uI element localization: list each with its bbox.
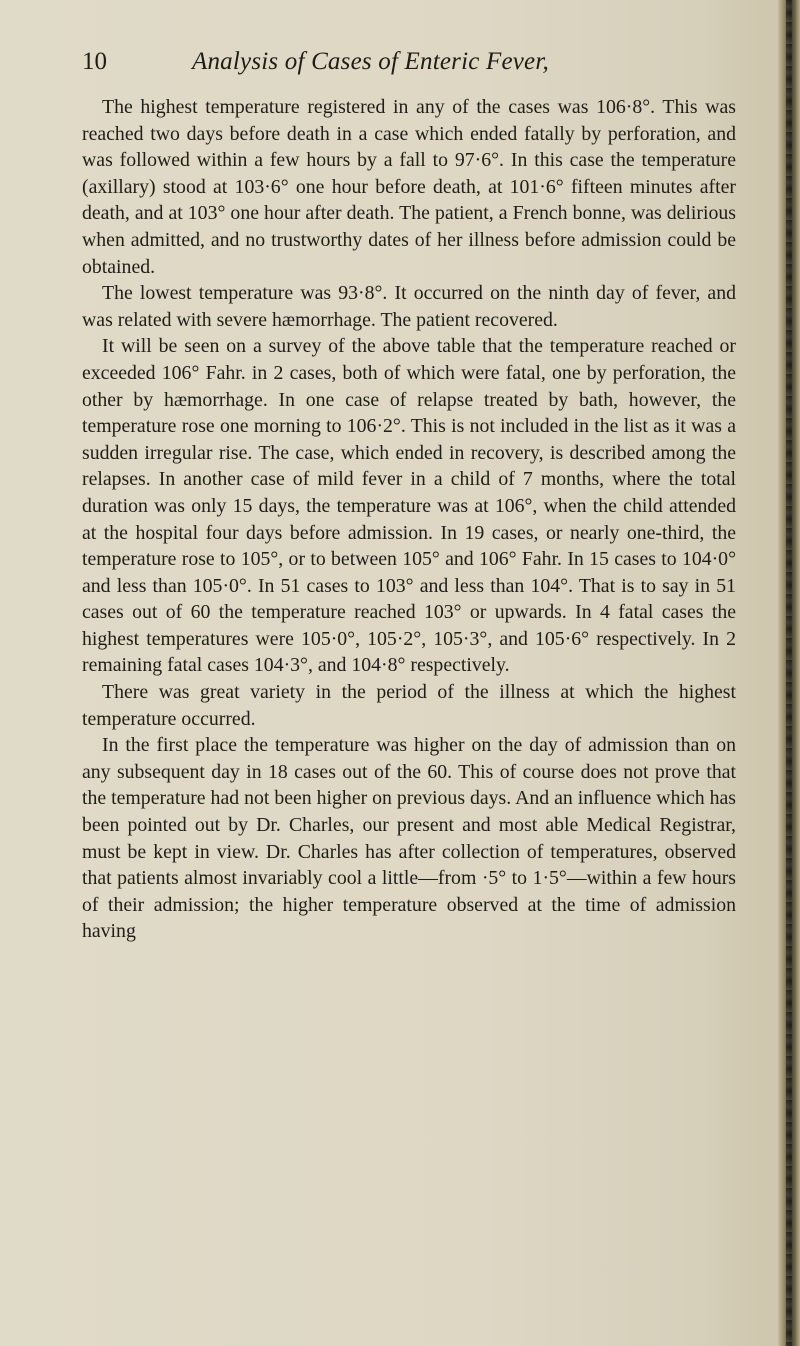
body-text — [82, 94, 736, 945]
running-head: Analysis of Cases of Enteric Fever, — [192, 48, 549, 75]
spine-edge — [786, 0, 792, 1346]
paragraph-highest-temperature: The highest temperature registered in any of the cases was 106·8°. This was reached two days before death in a case which ended fatally by perforation, and was followed within a few hours by a fall to 97·6°. In this case the temperature (axillary) stood at 103·6° one hour before death, at 101·6° fifteen minutes after death, and at 103° one hour after death. The patient, a French bonne, was delirious when admitted, and no trustworthy dates of her illness before admission could be obtained. — [82, 96, 736, 278]
paragraph-table-survey: It will be seen on a survey of the above table that the temperature reached or exceeded 106° Fahr. in 2 cases, both of which were fatal, one by perforation, the other by hæmorrhage. In one case of relapse treated by bath, however, the temperature rose one morning to 106·2°. This is not included in the list as it was a sudden irregular rise. The case, which ended in recovery, is described among the relapses. In another case of mild fever in a child of 7 months, where the total duration was only 15 days, the temperature was at 106°, when the child attended at the hospital four days before admission. In 19 cases, or nearly one-third, the temperature rose to 105°, or to between 105° and 106° Fahr. In 15 cases to 104·0° and less than 105·0°. In 51 cases to 103° and less than 104°. That is to say in 51 cases out of 60 the temperature reached 103° or upwards. In 4 fatal cases the highest temperatures were 105·0°, 105·2°, 105·3°, and 105·6° respectively. In 2 remaining fatal cases 104·3°, and 104·8° respectively. — [82, 335, 736, 677]
page-number: 10 — [82, 48, 107, 75]
paragraph-lowest-temperature: The lowest temperature was 93·8°. It occurred on the ninth day of fever, and was related with severe hæmorrhage. The patient recovered. — [82, 282, 736, 331]
paragraph-period-variety: There was great variety in the period of the illness at which the highest temperature occurred. — [82, 681, 736, 730]
paragraph-admission-temperature: In the first place the temperature was higher on the day of admission than on any subsequent day in 18 cases out of the 60. This of course does not prove that the temperature had not been higher on previous days. And an influence which has been pointed out by Dr. Charles, our present and most able Medical Registrar, must be kept in view. Dr. Charles has after collection of temperatures, observed that patients almost invariably cool a little—from ·5° to 1·5°—within a few hours of their admission; the higher temperature observed at the time of admission having — [82, 734, 736, 943]
page-header — [82, 48, 742, 88]
